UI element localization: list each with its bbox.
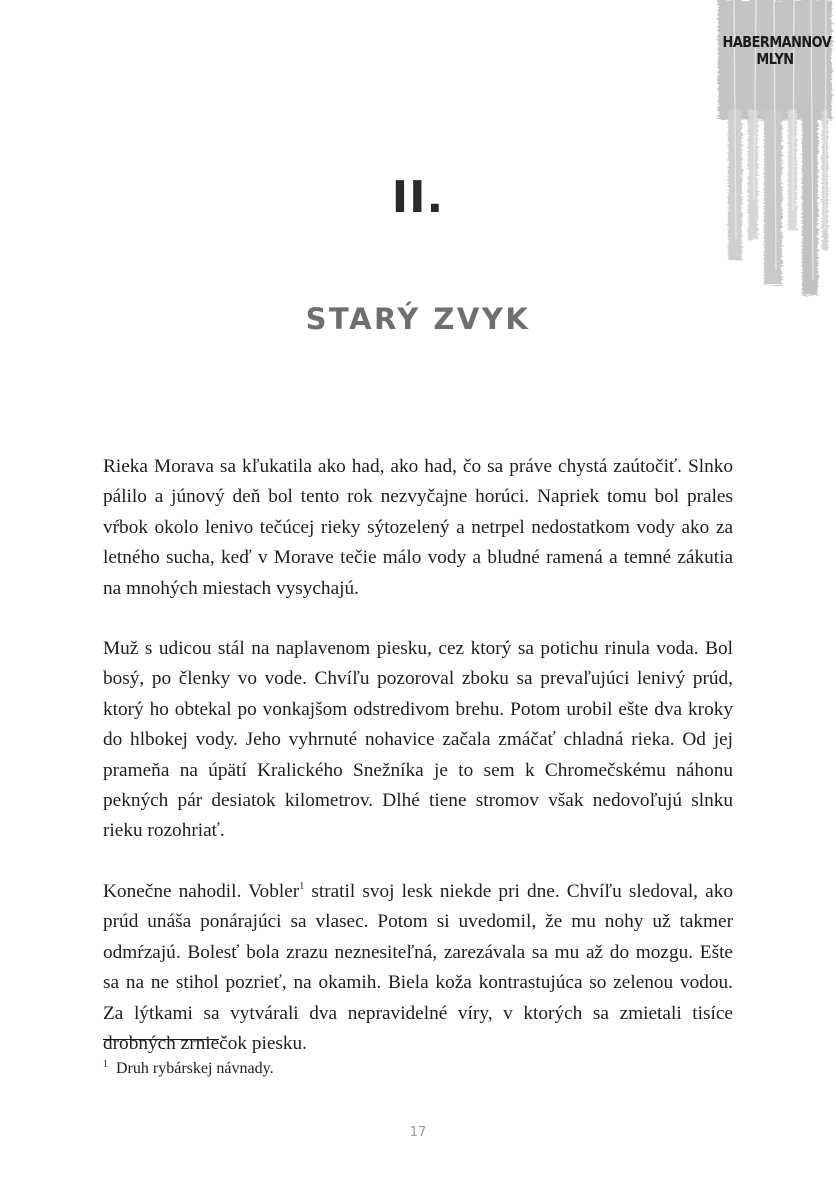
footnote-text: Druh rybárskej návnady. xyxy=(116,1060,274,1077)
footnote-divider xyxy=(103,1039,219,1040)
book-title-header xyxy=(722,33,832,68)
footnote-number: 1 xyxy=(103,1059,108,1070)
paragraph-1: Rieka Morava sa kľukatila ako had, ako had, čo sa práve chystá zaútočiť. Slnko pálilo a júnový deň bol tento rok nezvyčajne horúci. Napriek tomu bol prales vŕbok okolo lenivo tečúcej rieky sýtozelený a netrpel nedostatkom vody ako za letného sucha, keď v Morave tečie málo vody a bludné ramená a temné zákutia na mnohých miestach vysychajú. xyxy=(103,456,733,599)
page-number: 17 xyxy=(409,1125,427,1140)
footnote-reference[interactable]: 1 xyxy=(299,880,305,892)
book-title-line-2: MLYN xyxy=(756,50,794,68)
body-text xyxy=(103,452,733,1059)
paragraph-3 xyxy=(103,877,733,1059)
paragraph-3-start: Konečne nahodil. Vobler xyxy=(103,880,300,902)
paragraph-2: Muž s udicou stál na naplavenom piesku, cez ktorý sa potichu rinula voda. Bol bosý, po členky vo vode. Chvíľu pozoroval zboku sa prevaľujúci lenivý prúd, ktorý ho obtekal po vonkajšom odstredivom brehu. Potom urobil ešte dva kroky do hlbokej vody. Jeho vyhrnuté nohavice začala zmáčať chladná rieka. Od jej prameňa na úpätí Kralického Snežníka je to sem k Chromečskému náhonu pekných pár desiatok kilometrov. Dlhé tiene stromov však nedovoľujú slnku rieku rozohriať. xyxy=(103,638,733,842)
chapter-title: STARÝ ZVYK xyxy=(305,302,531,336)
header-tab xyxy=(714,0,836,300)
paragraph-3-rest: stratil svoj lesk niekde pri dne. Chvíľu sledoval, ako prúd unáša ponárajúci sa vlasec. Potom si uvedomil, že mu nohy už takmer odmŕzajú. Bolesť bola zrazu neznesiteľná, zarezávala sa mu až do mozgu. Ešte sa na ne stihol pozrieť, na okamih. Biela koža kontrastujúca so zelenou vodou. Za lýtkami sa vytvárali dva nepravidelné víry, v ktorých sa zmietali tisíce drobných zrniečok piesku. xyxy=(103,880,733,1054)
book-title-line-1: HABERMANNOV xyxy=(722,33,832,51)
footnote xyxy=(103,1055,274,1079)
chapter-number: II. xyxy=(391,172,445,223)
